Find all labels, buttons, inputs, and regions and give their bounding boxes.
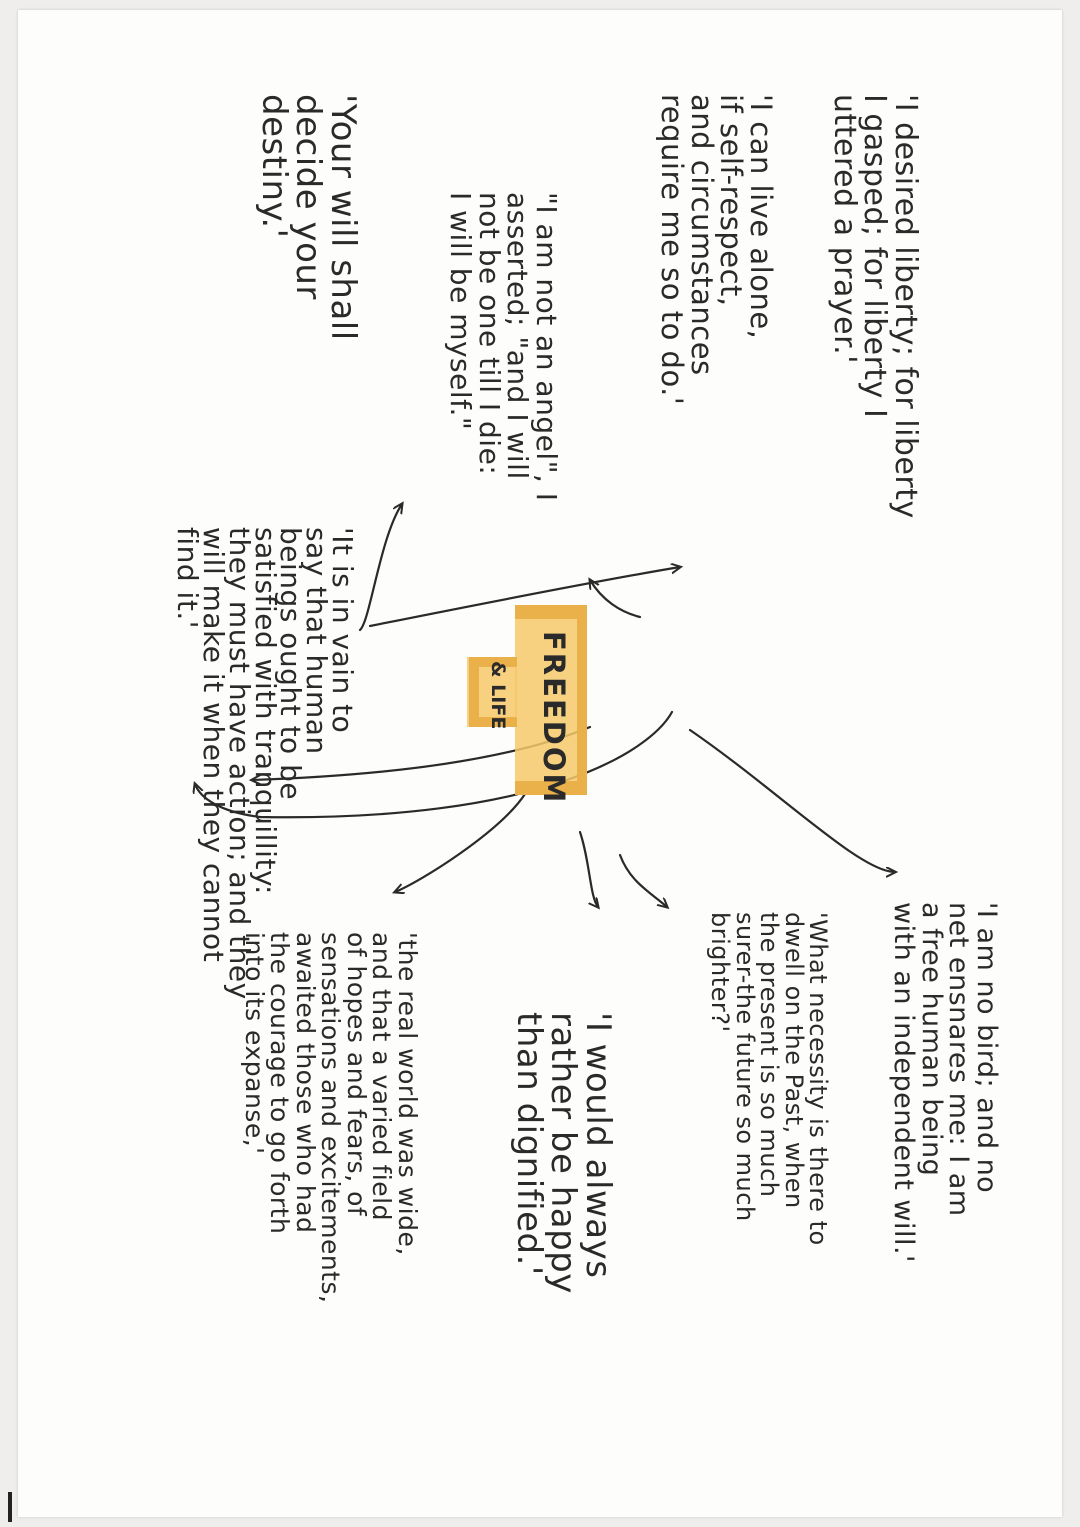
page-edge-mark [8, 1492, 12, 1522]
arrow-real-world [395, 794, 525, 892]
quote-in-vain: 'It is in vain to say that human beings ought to be satisfied with tranquillity: they must have action; and they will make it when they cannot find it.' [171, 527, 359, 1000]
quote-happy: 'I would always rather be happy than dignified.' [508, 1012, 618, 1294]
quote-what-necessity: 'What necessity is there to dwell on the Past, when the present is so much surer-the future so much brighter?' [706, 912, 832, 1246]
quote-real-world: 'the real world was wide, and that a varied field of hopes and fears, of sensations and excitements, awaited those who had the courage to go forth into its expanse,' [240, 932, 422, 1304]
central-subtitle: & LIFE [487, 661, 509, 730]
quote-not-an-angel: "I am not an angel", I asserted; "and I will not be one till I die: I will be myself." [444, 192, 563, 502]
arrow-what-necessity [620, 855, 667, 907]
quote-desired-liberty: 'I desired liberty; for liberty I gasped; for liberty I uttered a prayer.' [826, 94, 923, 519]
arrow-happy [580, 832, 598, 907]
quote-no-bird: 'I am no bird; and no net ensnares me: I am a free human being with an independent will.' [888, 902, 1002, 1263]
central-topic [465, 597, 615, 807]
arrow-live-alone [360, 504, 402, 630]
central-title: FREEDOM [537, 631, 571, 805]
arrow-no-bird [690, 730, 895, 872]
quote-live-alone: 'I can live alone, if self-respect, and circumstances require me so to do.' [655, 94, 778, 406]
mind-map [20, 12, 1060, 1512]
quote-your-will: 'Your will shall decide your destiny.' [253, 94, 363, 341]
